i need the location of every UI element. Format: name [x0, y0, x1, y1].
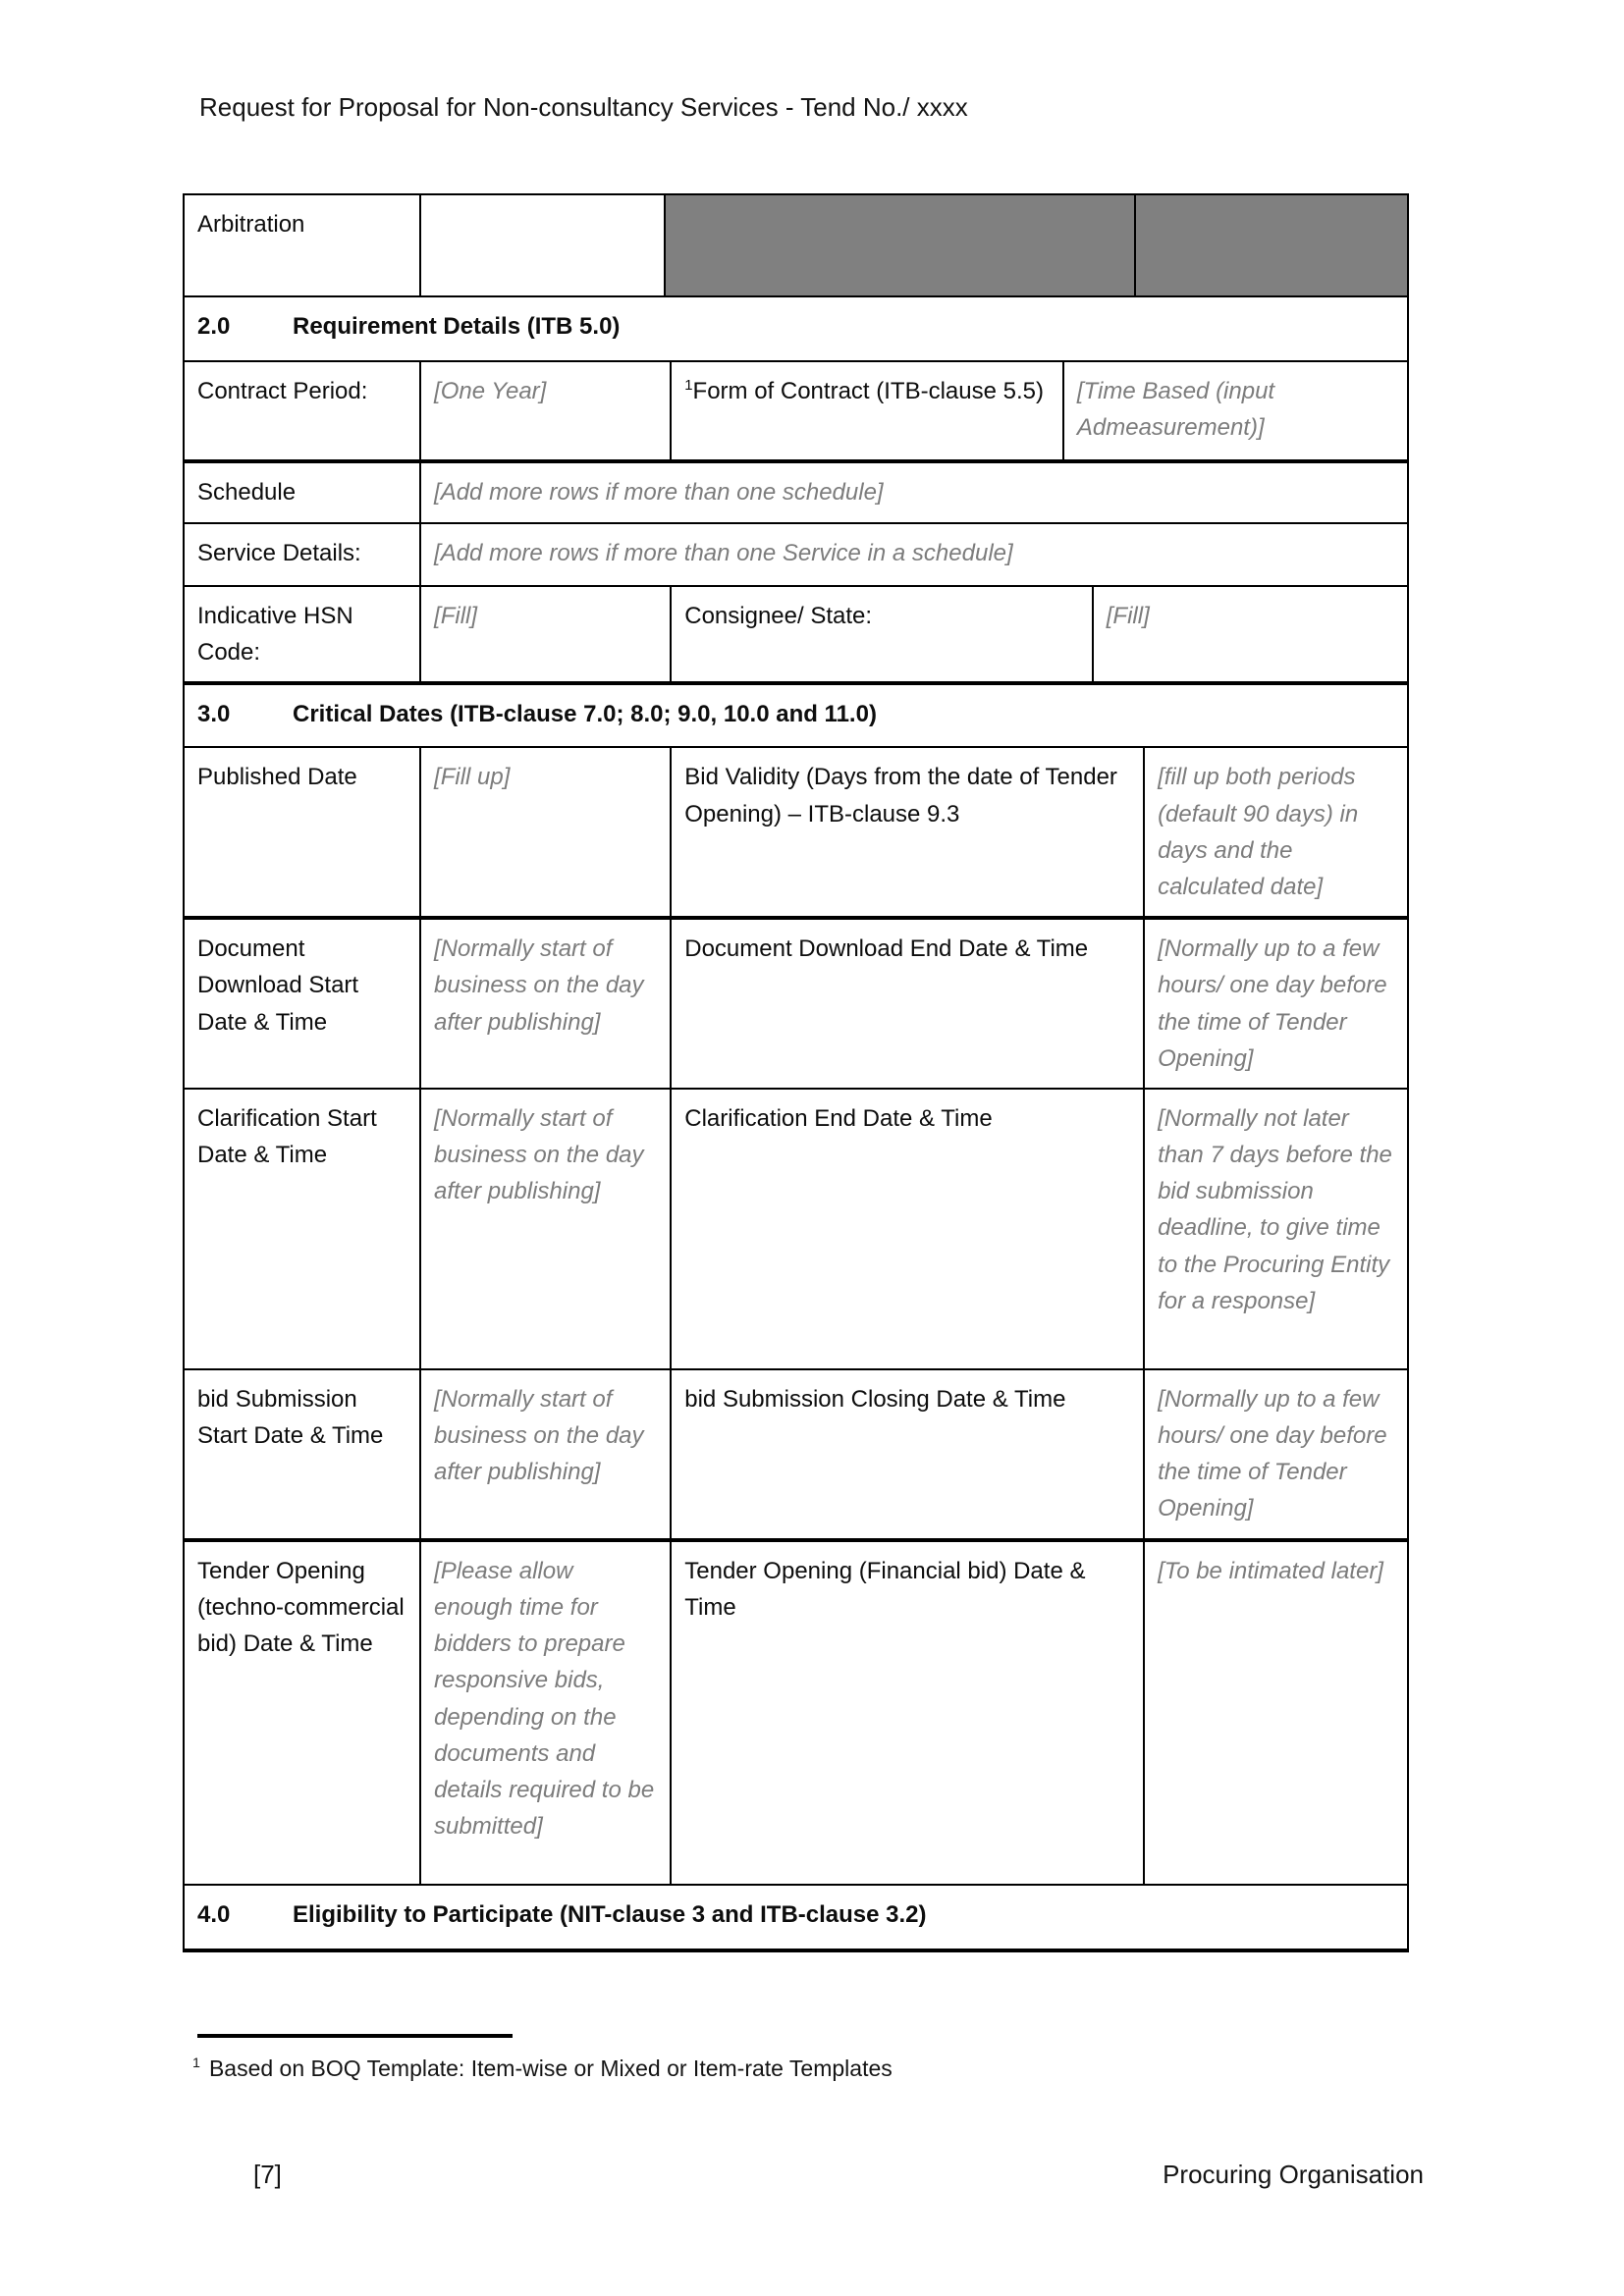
document-download-start-placeholder-cell — [419, 920, 670, 1088]
bid-submission-start-label-cell — [185, 1370, 419, 1538]
rfp-details-table — [183, 193, 1409, 1952]
cell-text: [Fill up] — [434, 764, 511, 791]
arbitration-redacted-cell-1 — [664, 195, 1134, 295]
cell-text: Indicative HSN Code: — [197, 603, 353, 667]
consignee-state-placeholder-cell — [1092, 587, 1407, 681]
section-heading-cell — [185, 1886, 1407, 1949]
service-details-placeholder-cell — [419, 524, 1407, 585]
bid-submission-closing-label-cell — [670, 1370, 1143, 1538]
cell-text: Service Details: — [197, 540, 361, 566]
table-row-document-download — [185, 916, 1407, 1088]
clarification-start-placeholder-cell — [419, 1090, 670, 1368]
bid-submission-closing-placeholder-cell — [1143, 1370, 1407, 1538]
cell-text: [Fill] — [1106, 603, 1150, 629]
cell-text: [Normally start of business on the day after publishing] — [434, 1385, 644, 1486]
section-heading-cell — [185, 685, 1407, 746]
footnote — [192, 2056, 893, 2082]
document-download-end-placeholder-cell — [1143, 920, 1407, 1088]
published-date-placeholder-cell — [419, 748, 670, 916]
cell-text: Consignee/ State: — [684, 603, 873, 629]
section-title: Requirement Details (ITB 5.0) — [293, 313, 621, 340]
table-row-clarification — [185, 1088, 1407, 1368]
section-number: 3.0 — [197, 701, 231, 728]
schedule-placeholder-cell — [419, 463, 1407, 522]
table-row-arbitration — [185, 195, 1407, 295]
cell-text: Document Download Start Date & Time — [197, 935, 359, 1036]
cell-text: Document Download End Date & Time — [684, 935, 1089, 963]
contract-period-placeholder-cell — [419, 362, 670, 459]
cell-text: Schedule — [197, 479, 297, 506]
footnote-reference: 1 — [684, 378, 693, 394]
section-heading-critical-dates — [185, 681, 1407, 746]
published-date-label-cell — [185, 748, 419, 916]
cell-text: Bid Validity (Days from the date of Tender Opening) – ITB-clause 9.3 — [684, 764, 1117, 828]
table-row-contract-period — [185, 360, 1407, 459]
document-footer — [183, 2160, 1424, 2190]
table-row-tender-opening — [185, 1538, 1407, 1884]
table-row-bid-submission — [185, 1368, 1407, 1538]
section-title: Eligibility to Participate (NIT-clause 3 and ITB-clause 3.2) — [293, 1900, 927, 1928]
cell-text: Form of Contract (ITB-clause 5.5) — [692, 378, 1044, 404]
section-number: 2.0 — [197, 313, 231, 340]
footnote-separator-rule — [197, 2034, 513, 2038]
footer-page-number: [7] — [253, 2160, 282, 2189]
hsn-code-placeholder-cell — [419, 587, 670, 681]
arbitration-empty-cell — [419, 195, 664, 295]
cell-text: Published Date — [197, 764, 357, 791]
document-download-start-label-cell — [185, 920, 419, 1088]
cell-text: [Normally start of business on the day after publishing] — [434, 935, 644, 1036]
footer-organisation: Procuring Organisation — [1163, 2160, 1424, 2189]
tender-opening-techno-placeholder-cell — [419, 1542, 670, 1884]
table-row-published-date — [185, 746, 1407, 916]
cell-text: [Normally not later than 7 days before the bid submission deadline, to give time to the Procuring Entity for a response] — [1158, 1104, 1392, 1314]
cell-text: Tender Opening (Financial bid) Date & Time — [684, 1557, 1086, 1622]
cell-text: [Please allow enough time for bidders to prepare responsive bids, depending on the documents and details required to be submitted] — [434, 1557, 655, 1841]
clarification-end-label-cell — [670, 1090, 1143, 1368]
document-download-end-label-cell — [670, 920, 1143, 1088]
clarification-start-label-cell — [185, 1090, 419, 1368]
cell-text: bid Submission Start Date & Time — [197, 1385, 384, 1450]
clarification-end-placeholder-cell — [1143, 1090, 1407, 1368]
cell-text: [Normally up to a few hours/ one day before the time of Tender Opening] — [1158, 1385, 1387, 1522]
section-number: 4.0 — [197, 1900, 231, 1928]
table-row-indicative-hsn-code — [185, 585, 1407, 681]
cell-text: [Time Based (input Admeasurement)] — [1076, 378, 1275, 442]
section-title: Critical Dates (ITB-clause 7.0; 8.0; 9.0, 10.0 and 11.0) — [293, 701, 877, 728]
cell-text: Contract Period: — [197, 378, 368, 404]
table-row-schedule — [185, 459, 1407, 522]
form-of-contract-cell — [670, 362, 1062, 459]
bid-submission-start-placeholder-cell — [419, 1370, 670, 1538]
cell-text: bid Submission Closing Date & Time — [684, 1385, 1066, 1413]
section-heading-requirement-details — [185, 295, 1407, 360]
schedule-label-cell — [185, 463, 419, 522]
tender-opening-financial-placeholder-cell — [1143, 1542, 1407, 1884]
bid-validity-label-cell — [670, 748, 1143, 916]
cell-text: [Add more rows if more than one Service in a schedule] — [434, 540, 1013, 566]
cell-text: [Fill] — [434, 603, 478, 629]
arbitration-label-cell — [185, 195, 419, 295]
section-heading-cell — [185, 297, 1407, 360]
cell-text: [Normally start of business on the day after publishing] — [434, 1104, 644, 1205]
document-header-title: Request for Proposal for Non-consultancy Services - Tend No./ xxxx — [199, 92, 968, 122]
cell-text: [Add more rows if more than one schedule] — [434, 479, 884, 506]
cell-text: Arbitration — [197, 211, 305, 238]
bid-validity-placeholder-cell — [1143, 748, 1407, 916]
hsn-code-label-cell — [185, 587, 419, 681]
cell-text: Clarification End Date & Time — [684, 1104, 993, 1132]
form-of-contract-placeholder-cell — [1062, 362, 1407, 459]
consignee-state-label-cell — [670, 587, 1092, 681]
footnote-marker: 1 — [192, 2056, 200, 2072]
tender-opening-techno-label-cell — [185, 1542, 419, 1884]
contract-period-label-cell — [185, 362, 419, 459]
cell-text: [fill up both periods (default 90 days) in days and the calculated date] — [1158, 764, 1359, 900]
table-row-service-details — [185, 522, 1407, 585]
service-details-label-cell — [185, 524, 419, 585]
cell-text: [Normally up to a few hours/ one day before the time of Tender Opening] — [1158, 935, 1387, 1072]
cell-text: Clarification Start Date & Time — [197, 1104, 377, 1169]
cell-text: Tender Opening (techno-commercial bid) Date & Time — [197, 1557, 405, 1658]
tender-opening-financial-label-cell — [670, 1542, 1143, 1884]
cell-text: [One Year] — [434, 378, 547, 404]
footnote-text: Based on BOQ Template: Item-wise or Mixed or Item-rate Templates — [208, 2056, 893, 2081]
section-heading-eligibility — [185, 1884, 1407, 1949]
cell-text: [To be intimated later] — [1158, 1557, 1383, 1584]
arbitration-redacted-cell-2 — [1134, 195, 1407, 295]
